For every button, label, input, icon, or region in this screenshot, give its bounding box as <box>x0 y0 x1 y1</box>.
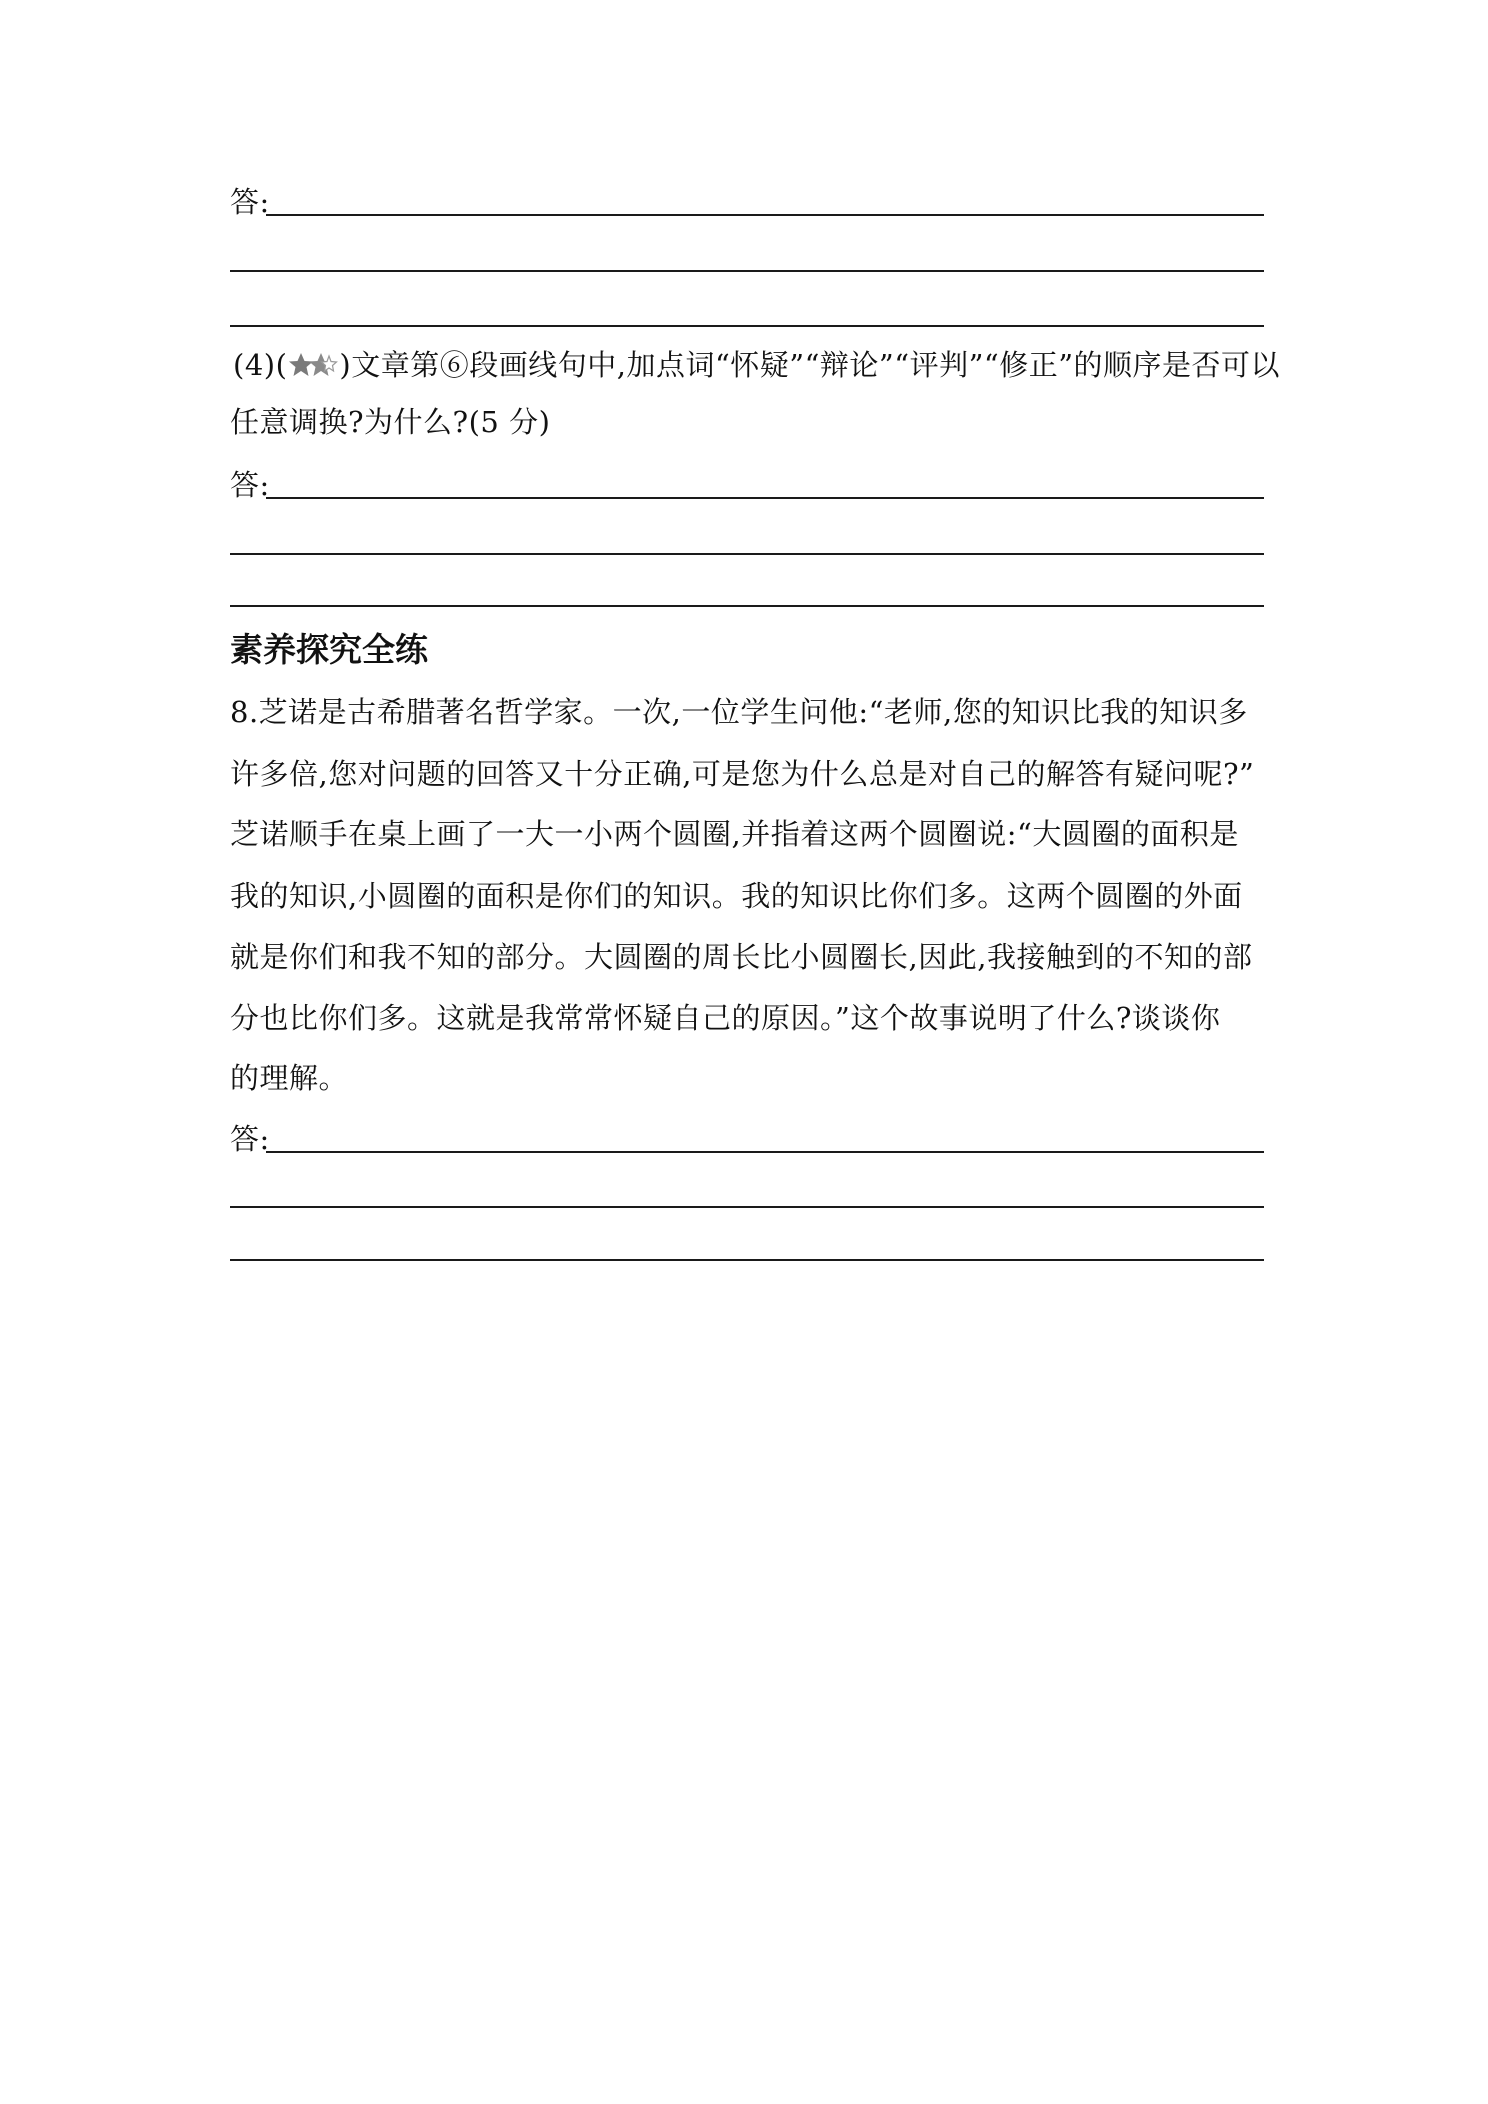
q4-answer-line-2[interactable] <box>230 553 1264 555</box>
q8-line-2: 许多倍,您对问题的回答又十分正确,可是您为什么总是对自己的解答有疑问呢?” <box>230 757 1255 791</box>
q8-answer-line-3[interactable] <box>230 1259 1264 1261</box>
q3-answer-line-2[interactable] <box>230 270 1264 272</box>
q4-number: (4)( <box>233 348 288 382</box>
q4-question-line-1 <box>233 345 1280 389</box>
q8-line-3: 芝诺顺手在桌上画了一大一小两个圆圈,并指着这两个圆圈说:“大圆圈的面积是 <box>230 817 1239 851</box>
q8-line-5: 就是你们和我不知的部分。大圆圈的周长比小圆圈长,因此,我接触到的不知的部 <box>230 940 1253 974</box>
q8-line-1: 8.芝诺是古希腊著名哲学家。一次,一位学生问他:“老师,您的知识比我的知识多 <box>230 695 1248 729</box>
two-star-difficulty-icon <box>288 349 338 389</box>
q8-line-7: 的理解。 <box>230 1061 349 1095</box>
q3-answer-line-3[interactable] <box>230 325 1264 327</box>
q4-answer-line-1[interactable] <box>266 497 1264 499</box>
q8-answer-line-1[interactable] <box>266 1151 1264 1153</box>
q8-answer-line-2[interactable] <box>230 1206 1264 1208</box>
q8-answer-label: 答: <box>230 1122 270 1156</box>
q4-answer-line-3[interactable] <box>230 605 1264 607</box>
q3-answer-label: 答: <box>230 185 270 219</box>
q4-question-text: )文章第⑥段画线句中,加点词“怀疑”“辩论”“评判”“修正”的顺序是否可以 <box>339 348 1281 382</box>
q4-question-line-2: 任意调换?为什么?(5 分) <box>230 405 551 439</box>
q3-answer-line-1[interactable] <box>266 214 1264 216</box>
q4-answer-label: 答: <box>230 468 270 502</box>
q8-line-4: 我的知识,小圆圈的面积是你们的知识。我的知识比你们多。这两个圆圈的外面 <box>230 879 1243 913</box>
q8-line-6: 分也比你们多。这就是我常常怀疑自己的原因。”这个故事说明了什么?谈谈你 <box>230 1001 1221 1035</box>
section-title: 素养探究全练 <box>230 630 428 669</box>
